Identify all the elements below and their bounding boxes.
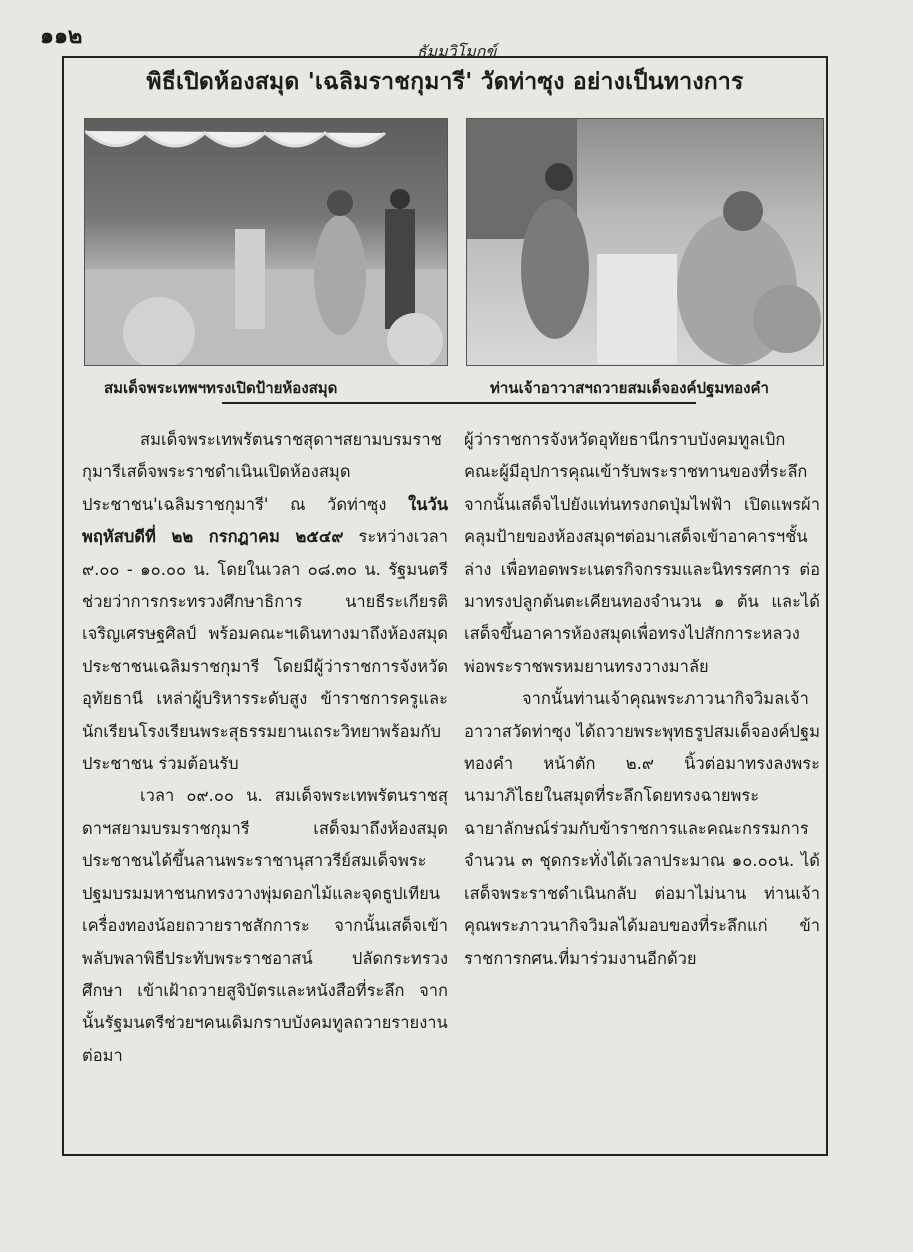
paragraph-text: ระหว่างเวลา ๙.๐๐ - ๑๐.๐๐ น. โดยในเวลา ๐๘.๓๐ น. รัฐมนตรีช่วยว่าการกระทรวงศึกษาธิการ นายธีระเกียรติ เจริญเศรษฐศิลป์ พร้อมคณะฯเดินทางมาถึงห้องสมุดประชาชนเฉลิมราชกุมารี โดยมีผู้ว่าราชการจังหวัดอุทัยธานี เหล่าผู้บริหารระดับสูง ข้าราชการครูและนักเรียนโรงเรียนพระสุธรรมยานเถระวิทยาพร้อมกับประชาชน ร่วมต้อนรับ bbox=[82, 527, 448, 774]
caption-divider bbox=[222, 402, 696, 404]
header-label: ธัมมวิโมกข์ bbox=[416, 42, 497, 61]
paragraph bbox=[82, 424, 448, 780]
paragraph: ผู้ว่าราชการจังหวัดอุทัยธานีกราบบังคมทูลเบิกคณะผู้มีอุปการคุณเข้ารับพระราชทานของที่ระลึก จากนั้นเสด็จไปยังแท่นทรงกดปุ่มไฟฟ้า เปิดแพรผ้าคลุมป้ายของห้องสมุดฯต่อมาเสด็จเข้าอาคารฯชั้นล่าง เพื่อทอดพระเนตรกิจกรรมและนิทรรศการ ต่อมาทรงปลูกต้นตะเคียนทองจำนวน ๑ ต้น และได้เสด็จขึ้นอาคารห้องสมุดเพื่อทรงไปสักการะหลวงพ่อพระราชพรหมยานทรงวางมาลัย bbox=[464, 430, 820, 676]
caption-right: ท่านเจ้าอาวาสฯถวายสมเด็จองค์ปฐมทองคำ bbox=[490, 379, 769, 397]
caption-left: สมเด็จพระเทพฯทรงเปิดป้ายห้องสมุด bbox=[104, 379, 338, 397]
photo-library-sign-opening bbox=[84, 118, 448, 366]
article-column-left bbox=[82, 424, 448, 1072]
paragraph-text: สมเด็จพระเทพรัตนราชสุดาฯสยามบรมราชกุมารีเสด็จพระราชดำเนินเปิดห้องสมุดประชาชน'เฉลิมราชกุมารี' ณ วัดท่าซุง bbox=[82, 430, 442, 514]
photo-presenting-buddha-image bbox=[466, 118, 824, 366]
paragraph: เวลา ๐๙.๐๐ น. สมเด็จพระเทพรัตนราชสุดาฯสยามบรมราชกุมารี เสด็จมาถึงห้องสมุดประชาชนได้ขึ้นลานพระราชานุสาวรีย์สมเด็จพระปฐมบรมมหาชนกทรงวางพุ่มดอกไม้และจุดธูปเทียนเครื่องทองน้อยถวายราชสักการะ จากนั้นเสด็จเข้าพลับพลาพิธีประทับพระราชอาสน์ ปลัดกระทรวงศึกษา เข้าเฝ้าถวายสูจิบัตรและหนังสือที่ระลึก จากนั้นรัฐมนตรีช่วยฯคนเดิมกราบบังคมทูลถวายรายงาน ต่อมา bbox=[82, 786, 448, 1065]
page-number: ๑๑๒ bbox=[40, 24, 83, 49]
paragraph: จากนั้นท่านเจ้าคุณพระภาวนากิจวิมลเจ้าอาวาสวัดท่าซุง ได้ถวายพระพุทธรูปสมเด็จองค์ปฐมทองคำ หน้าตัก ๒.๙ นิ้วต่อมาทรงลงพระนามาภิไธยในสมุดที่ระลึกโดยทรงฉายพระฉายาลักษณ์ร่วมกับข้าราชการและคณะกรรมการจำนวน ๓ ชุดกระทั่งได้เวลาประมาณ ๑๐.๐๐น. ได้เสด็จพระราชดำเนินกลับ ต่อมาไม่นาน ท่านเจ้าคุณพระภาวนากิจวิมลได้มอบของที่ระลึกแก่ ข้าราชการกศน.ที่มาร่วมงานอีกด้วย bbox=[464, 689, 820, 968]
article-column-right bbox=[464, 424, 820, 975]
date-emphasis: ในวันพฤหัสบดีที่ ๒๒ กรกฎาคม ๒๕๔๙ bbox=[82, 494, 448, 547]
article-title: พิธีเปิดห้องสมุด 'เฉลิมราชกุมารี' วัดท่าซุง อย่างเป็นทางการ bbox=[146, 69, 744, 95]
